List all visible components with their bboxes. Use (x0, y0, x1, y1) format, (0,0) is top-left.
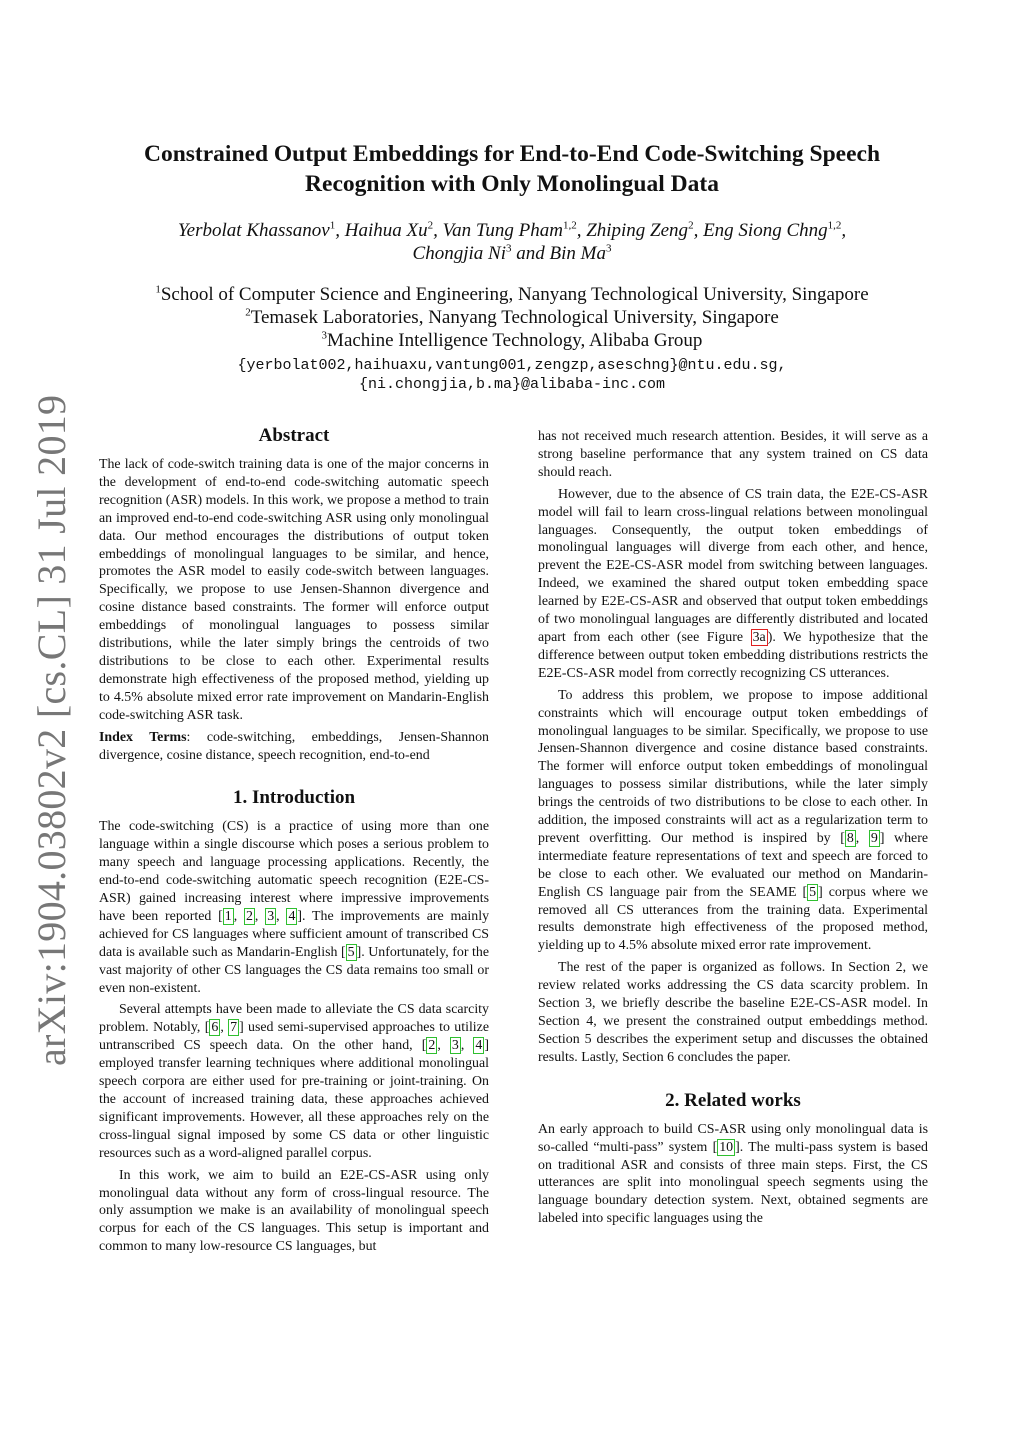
index-terms-label: Index Terms (99, 729, 187, 745)
abstract-body: The lack of code-switch training data is one of the major concerns in the development of end-to-end code-switching automatic speech recognition (ASR) models. In this work, we propose a method to train an improved end-to-end code-switching ASR using only monolingual data. Our method encourages the distributions of output token embeddings of monolingual languages to be similar, and hence, promotes the ASR model to easily code-switch between languages. Specifically, we propose to use Jensen-Shannon divergence and cosine distance based constraints. The former will enforce output embeddings of monolingual languages to possess similar distributions, while the later simply brings the centroids of two distributions to be close to each other. Experimental results demonstrate high effectiveness of the proposed method, yielding up to 4.5% absolute mixed error rate improvement on Mandarin-English code-switching ASR task. (99, 457, 489, 723)
intro-paragraph-2: Several attempts have been made to alleviate the CS data scarcity problem. Notably, [ 6 , 7 ] used semi-supervised approaches to utilize untranscribed CS speech data. On the other hand, [ 2 , 3 , 4 ] employed transfer learning techniques where additional monolingual speech corpora are either used for pre-training or joint-training. On the account of increased training data, these approaches achieved significant improvements. However, all these approaches rely on the cross-lingual signal imposed by some CS data or other linguistic resources such as a word-aligned parallel corpus. (99, 1002, 490, 1161)
author-name: Van Tung Pham (442, 220, 563, 241)
intro-paragraph-3: In this work, we aim to build an E2E-CS-ASR using only monolingual data without any form of cross-lingual resource. The only assumption we make is an availability of monolingual speech corpus for each of the CS languages. This setup is important and common to many low-resource CS languages, but (99, 1167, 489, 1255)
abstract-heading: Abstract (258, 425, 330, 446)
citation-link[interactable]: 5 (809, 884, 817, 900)
citation-link[interactable]: 4 (288, 908, 296, 924)
related-paragraph-1: An early approach to build CS-ASR using only monolingual data is so-called “multi-pass” system [ 10 ]. The multi-pass system is based on traditional ASR and consists of three main steps. First, the CS utterances are split into monolingual speech segments using the language boundary detection system. Next, obtained segments are labeled into specific languages using the (538, 1121, 928, 1227)
email-line-1: {yerbolat002,haihuaxu,vantung001,zengzp,aseschng}@ntu.edu.sg, (237, 357, 787, 374)
email-line-2: {ni.chongjia,b.ma}@alibaba-inc.com (358, 376, 666, 393)
author-name: Chongjia Ni (412, 243, 506, 264)
citation-link[interactable]: 3 (267, 908, 275, 924)
citation-link[interactable]: 1 (224, 908, 232, 924)
title-line-2: Recognition with Only Monolingual Data (305, 171, 719, 197)
author-affiliation-mark: 2 (688, 219, 694, 232)
related-works-heading: 2. Related works (665, 1089, 801, 1111)
email-list (100, 356, 924, 394)
affiliation-item: $^2$Temasek Laboratories, Nanyang Technological University, Singapore (245, 306, 779, 328)
author-name: Haihua Xu (344, 220, 428, 241)
citation-link[interactable]: 10 (719, 1139, 734, 1155)
author-affiliation-mark: 2 (427, 219, 434, 232)
author-affiliation-mark: 1,2 (827, 219, 842, 232)
right-column (538, 428, 928, 1232)
citation-link[interactable]: 2 (428, 1038, 436, 1054)
citation-link[interactable]: 6 (211, 1020, 219, 1036)
right-paragraph-2: However, due to the absence of CS train data, the E2E-CS-ASR model will fail to learn cross-lingual relations between monolingual languages. Consequently, the output token embeddings of monolingual languages will diverge from each other, and hence, prevent the E2E-CS-ASR model from switching between languages. Indeed, we examined the shared output token embedding space learned by E2E-CS-ASR and observed that output token embeddings of two monolingual languages are differently distributed and located apart from each other (see Figure 3a ). We hypothesize that the difference between output token embedding distributions restricts the E2E-CS-ASR model from correctly recognizing CS utterances. (538, 486, 928, 681)
citation-link[interactable]: 2 (245, 908, 253, 924)
author-name: Bin Ma (549, 243, 606, 264)
authors-line-2: Chongjia Ni$^3$ and Bin Ma$^3$ (412, 242, 612, 264)
citation-link[interactable]: 9 (870, 830, 878, 846)
improvement-value: 4.5% (618, 938, 648, 954)
author-name: Zhiping Zeng (586, 220, 689, 241)
introduction-heading: 1. Introduction (232, 787, 356, 809)
author-list (100, 219, 924, 265)
author-name: Eng Siong Chng (703, 220, 828, 241)
citation-link[interactable]: 7 (230, 1020, 238, 1036)
arxiv-side-identifier: arXiv:1904.03802v2 [cs.CL] 31 Jul 2019 (29, 394, 74, 1066)
author-affiliation-mark: 3 (605, 242, 612, 255)
title-line-1: Constrained Output Embeddings for End-to-End Code-Switching Speech (143, 141, 881, 167)
citation-link[interactable]: 4 (475, 1038, 483, 1054)
citation-link[interactable]: 5 (347, 944, 355, 960)
right-paragraph-4: The rest of the paper is organized as follows. In Section 2, we review related works addressing the CS data scarcity problem. In Section 3, we briefly describe the baseline E2E-CS-ASR model. In Section 4, we present the constrained output embeddings method. Section 5 describes the experiment setup and discusses the obtained results. Lastly, Section 6 concludes the paper. (538, 960, 928, 1065)
left-column (99, 424, 489, 1260)
citation-link[interactable]: 8 (846, 830, 854, 846)
index-terms: Index Terms: code-switching, embeddings, Jensen-Shannon divergence, cosine distance, speech recognition, end-to-end (99, 729, 489, 763)
paper-title (100, 139, 924, 199)
intro-paragraph-1: The code-switching (CS) is a practice of using more than one language within a single discourse which poses a serious problem to many speech and language processing applications. Recently, the end-to-end code-switching automatic speech recognition (E2E-CS-ASR) gained increasing interest where impressive improvements have been reported [ 1 , 2 , 3 , 4 ]. The improvements are mainly achieved for CS languages where sufficient amount of transcribed CS data is available such as Mandarin-English [ 5 ]. Unfortunately, for the vast majority of other CS languages the CS data remains too small or even non-existent. (99, 819, 490, 996)
abstract-improvement-value: 4.5% (113, 689, 143, 705)
right-paragraph-1: has not received much research attention. Besides, it will serve as a strong baseline performance that any system trained on CS data should reach. (538, 429, 928, 480)
citation-link[interactable]: 3 (451, 1038, 459, 1054)
author-name: Yerbolat Khassanov (177, 220, 330, 241)
figure-reference-link[interactable]: 3a (752, 629, 766, 645)
affiliation-list (100, 283, 924, 352)
affiliation-item: $^3$Machine Intelligence Technology, Alibaba Group (321, 329, 703, 351)
authors-line-1: Yerbolat Khassanov$^1$, Haihua Xu$^2$, Van Tung Pham$^{1,2}$, Zhiping Zeng$^2$, Eng Siong Chng$^{1,2}$, (177, 219, 847, 241)
author-affiliation-mark: 1,2 (562, 219, 577, 232)
author-affiliation-mark: 1 (329, 219, 336, 232)
author-affiliation-mark: 3 (505, 242, 512, 255)
affiliation-item: $^1$School of Computer Science and Engineering, Nanyang Technological University, Singapore (155, 283, 869, 305)
right-paragraph-3: To address this problem, we propose to impose additional constraints which will encourage output token embeddings of monolingual languages to be similar. Specifically, we propose to use Jensen-Shannon divergence and cosine distance based constraints. The former will enforce output token embeddings of monolingual languages to possess similar distributions, while the later simply brings the centroids of two distributions to be close to each other. In addition, the imposed constraints will act as a regularization term to prevent overfitting. Our method is inspired by [ 8 , 9 ] where intermediate feature representations of text and speech are forced to be close to each other. We evaluated our method on Mandarin-English CS language pair from the SEAME [ 5 ] corpus where we removed all CS utterances from the training data. Experimental results demonstrate high effectiveness of the proposed method, yielding up to 4.5% absolute mixed error rate improvement. (538, 687, 928, 954)
